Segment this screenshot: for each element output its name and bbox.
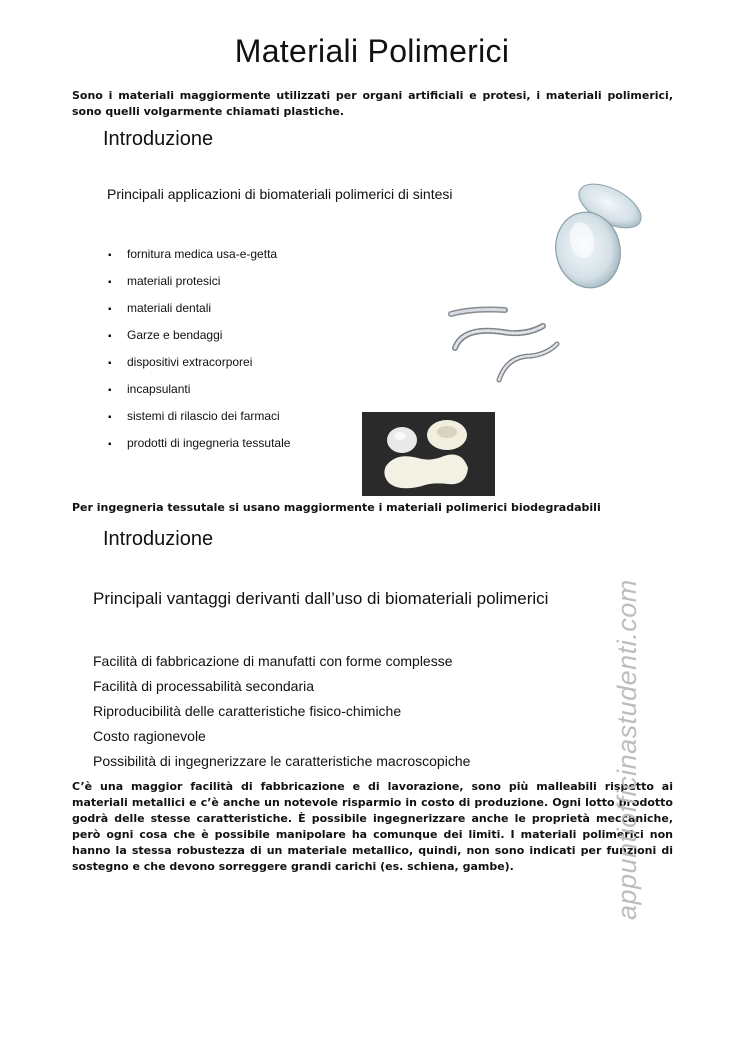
stents-image <box>443 300 561 386</box>
section1-subtitle: Principali applicazioni di biomateriali polimerici di sintesi <box>107 186 453 202</box>
section2-heading: Introduzione <box>103 528 214 550</box>
list-item <box>108 270 290 297</box>
list-item <box>108 324 290 351</box>
section1-heading: Introduzione <box>103 128 214 150</box>
list-item: Facilità di fabbricazione di manufatti con forme complesse <box>93 653 453 669</box>
list-item <box>108 405 290 432</box>
list-item-text: Garze e bendaggi <box>127 328 223 342</box>
list-item-text: incapsulanti <box>127 382 191 396</box>
list-item: Riproducibilità delle caratteristiche fisico-chimiche <box>93 703 402 719</box>
bullet-icon: ▪ <box>108 277 112 288</box>
list-item <box>108 243 290 270</box>
bullet-icon: ▪ <box>108 250 112 261</box>
bullet-icon: ▪ <box>108 439 112 450</box>
list-item-text: sistemi di rilascio dei farmaci <box>127 409 280 423</box>
tissue-engineering-note: Per ingegneria tessutale si usano maggiormente i materiali polimerici biodegradabili <box>72 501 601 514</box>
bullet-icon: ▪ <box>108 358 112 369</box>
list-item <box>108 378 290 405</box>
advantages-list <box>93 650 470 775</box>
page-title: Materiali Polimerici <box>234 33 510 69</box>
list-item: Possibilità di ingegnerizzare le caratteristiche macroscopiche <box>93 753 471 769</box>
section2-subtitle: Principali vantaggi derivanti dall’uso di biomateriali polimerici <box>93 589 549 608</box>
bullet-icon: ▪ <box>108 331 112 342</box>
list-item <box>108 432 290 459</box>
list-item <box>108 297 290 324</box>
list-item-text: materiali dentali <box>127 301 212 315</box>
bullet-icon: ▪ <box>108 304 112 315</box>
applications-list <box>108 243 290 459</box>
list-item <box>108 351 290 378</box>
list-item-text: prodotti di ingegneria tessutale <box>127 436 291 450</box>
contact-lens-image <box>552 180 642 290</box>
watermark: appuntiofficinastudenti.com <box>612 579 642 920</box>
list-item: Costo ragionevole <box>93 728 206 744</box>
list-item-text: materiali protesici <box>127 274 221 288</box>
tissue-engineering-image <box>362 412 495 496</box>
list-item-text: fornitura medica usa-e-getta <box>127 247 278 261</box>
bullet-icon: ▪ <box>108 385 112 396</box>
body-paragraph: C’è una maggior facilità di fabbricazione e di lavorazione, sono più malleabili rispetto ai materiali metallici e c’è anche un notevole risparmio in costo di produzione. Ogni lotto prodotto godrà delle stesse caratteristiche. È possibile ingegnerizzare anche le proprietà meccaniche, però ogni cosa che è possibile manipolare ha comunque dei limiti. I materiali polimerici non hanno la stessa robustezza di un materiale metallico, quindi, non sono indicati per funzioni di sostegno e che devono sorreggere grandi carichi (es. schiena, gambe). <box>72 780 673 873</box>
list-item: Facilità di processabilità secondaria <box>93 678 314 694</box>
bullet-icon: ▪ <box>108 412 112 423</box>
list-item-text: dispositivi extracorporei <box>127 355 253 369</box>
intro-paragraph: Sono i materiali maggiormente utilizzati per organi artificiali e protesi, i materiali polimerici, sono quelli volgarmente chiamati plastiche. <box>72 89 673 118</box>
